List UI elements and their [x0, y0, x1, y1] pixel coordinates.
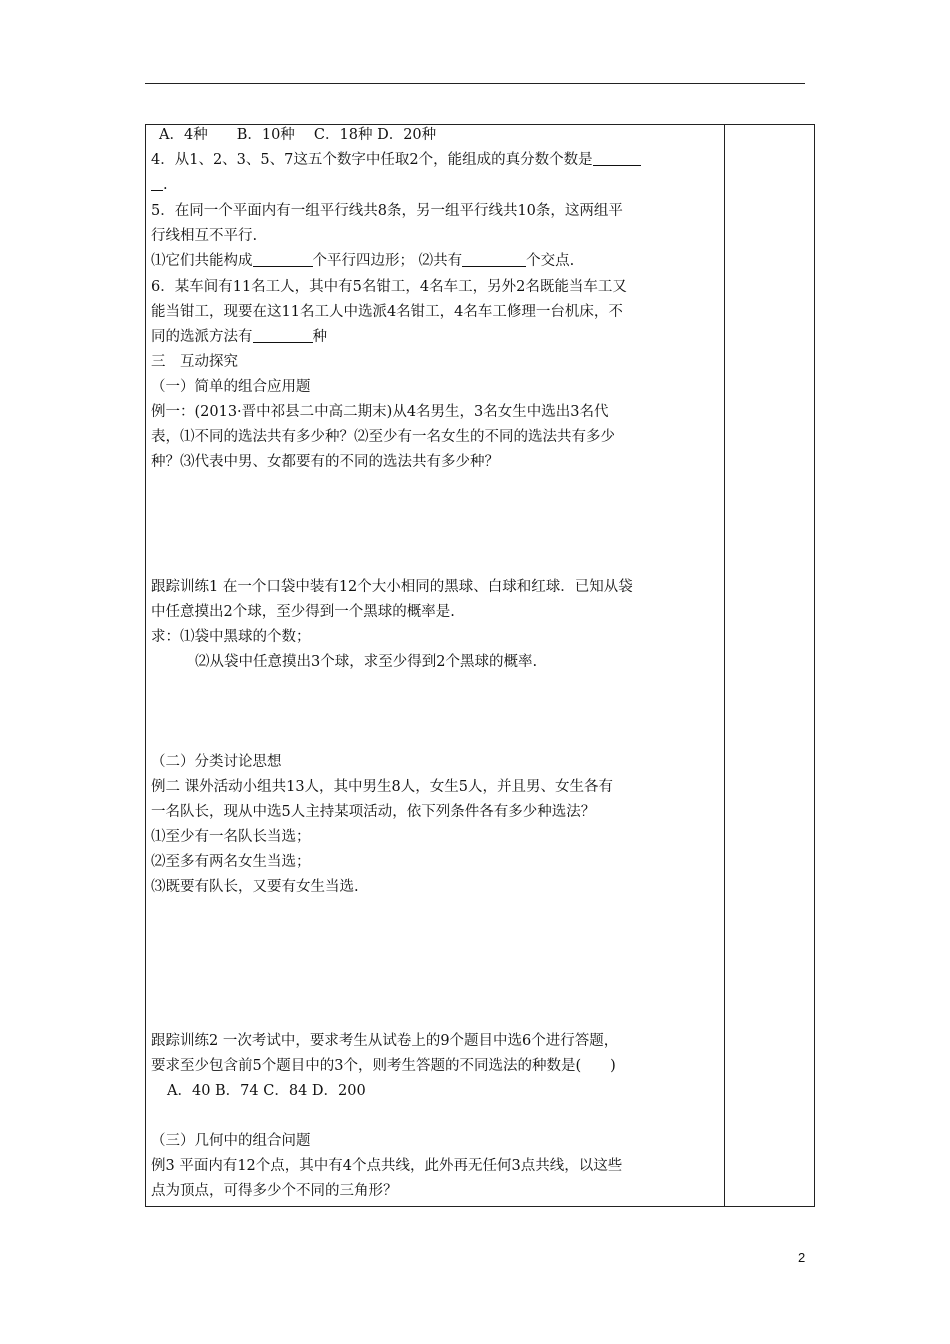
text-line: 要求至少包含前5个题目中的3个，则考生答题的不同选法的种数是( ): [151, 1058, 616, 1074]
text-line: 例二 课外活动小组共13人，其中男生8人，女生5人，并且男、女生各有: [151, 779, 614, 795]
text-line: ⑴至少有一名队长当选；: [151, 829, 311, 845]
text-line: 求：⑴袋中黑球的个数；: [151, 629, 311, 645]
text-line: 中任意摸出2个球，至少得到一个黑球的概率是.: [151, 604, 455, 620]
text-fragment: 个平行四边形； ⑵共有: [312, 253, 463, 269]
text-line: 跟踪训练1 在一个口袋中装有12个大小相同的黑球、白球和红球．已知从袋: [151, 579, 633, 595]
text-line: 种？⑶代表中男、女都要有的不同的选法共有多少种？: [151, 454, 499, 470]
question-4-end: [151, 175, 168, 195]
text-line: ⑵至多有两名女生当选；: [151, 854, 311, 870]
text-line: A．4种 B．10种 C．18种 D．20种: [159, 127, 437, 143]
text-fragment: ⑴它们共能构成: [151, 253, 253, 269]
column-divider: [724, 125, 725, 1206]
text-line: 点为顶点，可得多少个不同的三角形？: [151, 1183, 398, 1199]
text-line: 6．某车间有11名工人，其中有5名钳工，4名车工，另外2名既能当车工又: [151, 279, 627, 295]
subsection-heading: （一）简单的组合应用题: [151, 379, 311, 395]
text-fragment: 同的选派方法有: [151, 329, 253, 345]
answer-blank: [253, 252, 313, 267]
text-fragment: 个交点.: [526, 253, 575, 269]
text-line: 一名队长，现从中选5人主持某项活动，依下列条件各有多少种选法？: [151, 804, 596, 820]
text-line: ⑶既要有队长，又要有女生当选.: [151, 879, 359, 895]
text-line: 行线相互不平行.: [151, 228, 258, 244]
question-6-end: [151, 327, 327, 347]
text-line: A．40 B．74 C．84 D．200: [167, 1083, 366, 1099]
subsection-heading: （三）几何中的组合问题: [151, 1133, 311, 1149]
answer-blank: [253, 328, 313, 343]
answer-blank: [151, 176, 163, 191]
question-4-text: 4．从1、2、3、5、7这五个数字中任取2个，能组成的真分数个数是: [151, 152, 593, 168]
text-fragment: .: [163, 177, 168, 193]
question-4: [151, 150, 641, 170]
question-5-parts: [151, 251, 574, 271]
section-heading: 三 互动探究: [151, 354, 238, 370]
text-line: 表，⑴不同的选法共有多少种？⑵至少有一名女生的不同的选法共有多少: [151, 429, 615, 445]
page-number: 2: [798, 1250, 806, 1265]
answer-blank: [462, 252, 526, 267]
subsection-heading: （二）分类讨论思想: [151, 754, 282, 770]
text-line: 能当钳工，现要在这11名工人中选派4名钳工，4名车工修理一台机床，不: [151, 304, 623, 320]
text-line: ⑵从袋中任意摸出3个球，求至少得到2个黑球的概率.: [195, 654, 538, 670]
answer-blank: [593, 151, 641, 166]
header-rule: [145, 83, 805, 84]
text-line: 5．在同一个平面内有一组平行线共8条，另一组平行线共10条，这两组平: [151, 203, 623, 219]
text-line: 跟踪训练2 一次考试中，要求考生从试卷上的9个题目中选6个进行答题，: [151, 1033, 619, 1049]
worksheet-table: [145, 124, 815, 1207]
text-fragment: 种: [312, 329, 327, 345]
text-line: 例一：(2013·晋中祁县二中高二期末)从4名男生，3名女生中选出3名代: [151, 404, 609, 420]
text-line: 例3 平面内有12个点，其中有4个点共线，此外再无任何3点共线，以这些: [151, 1158, 623, 1174]
